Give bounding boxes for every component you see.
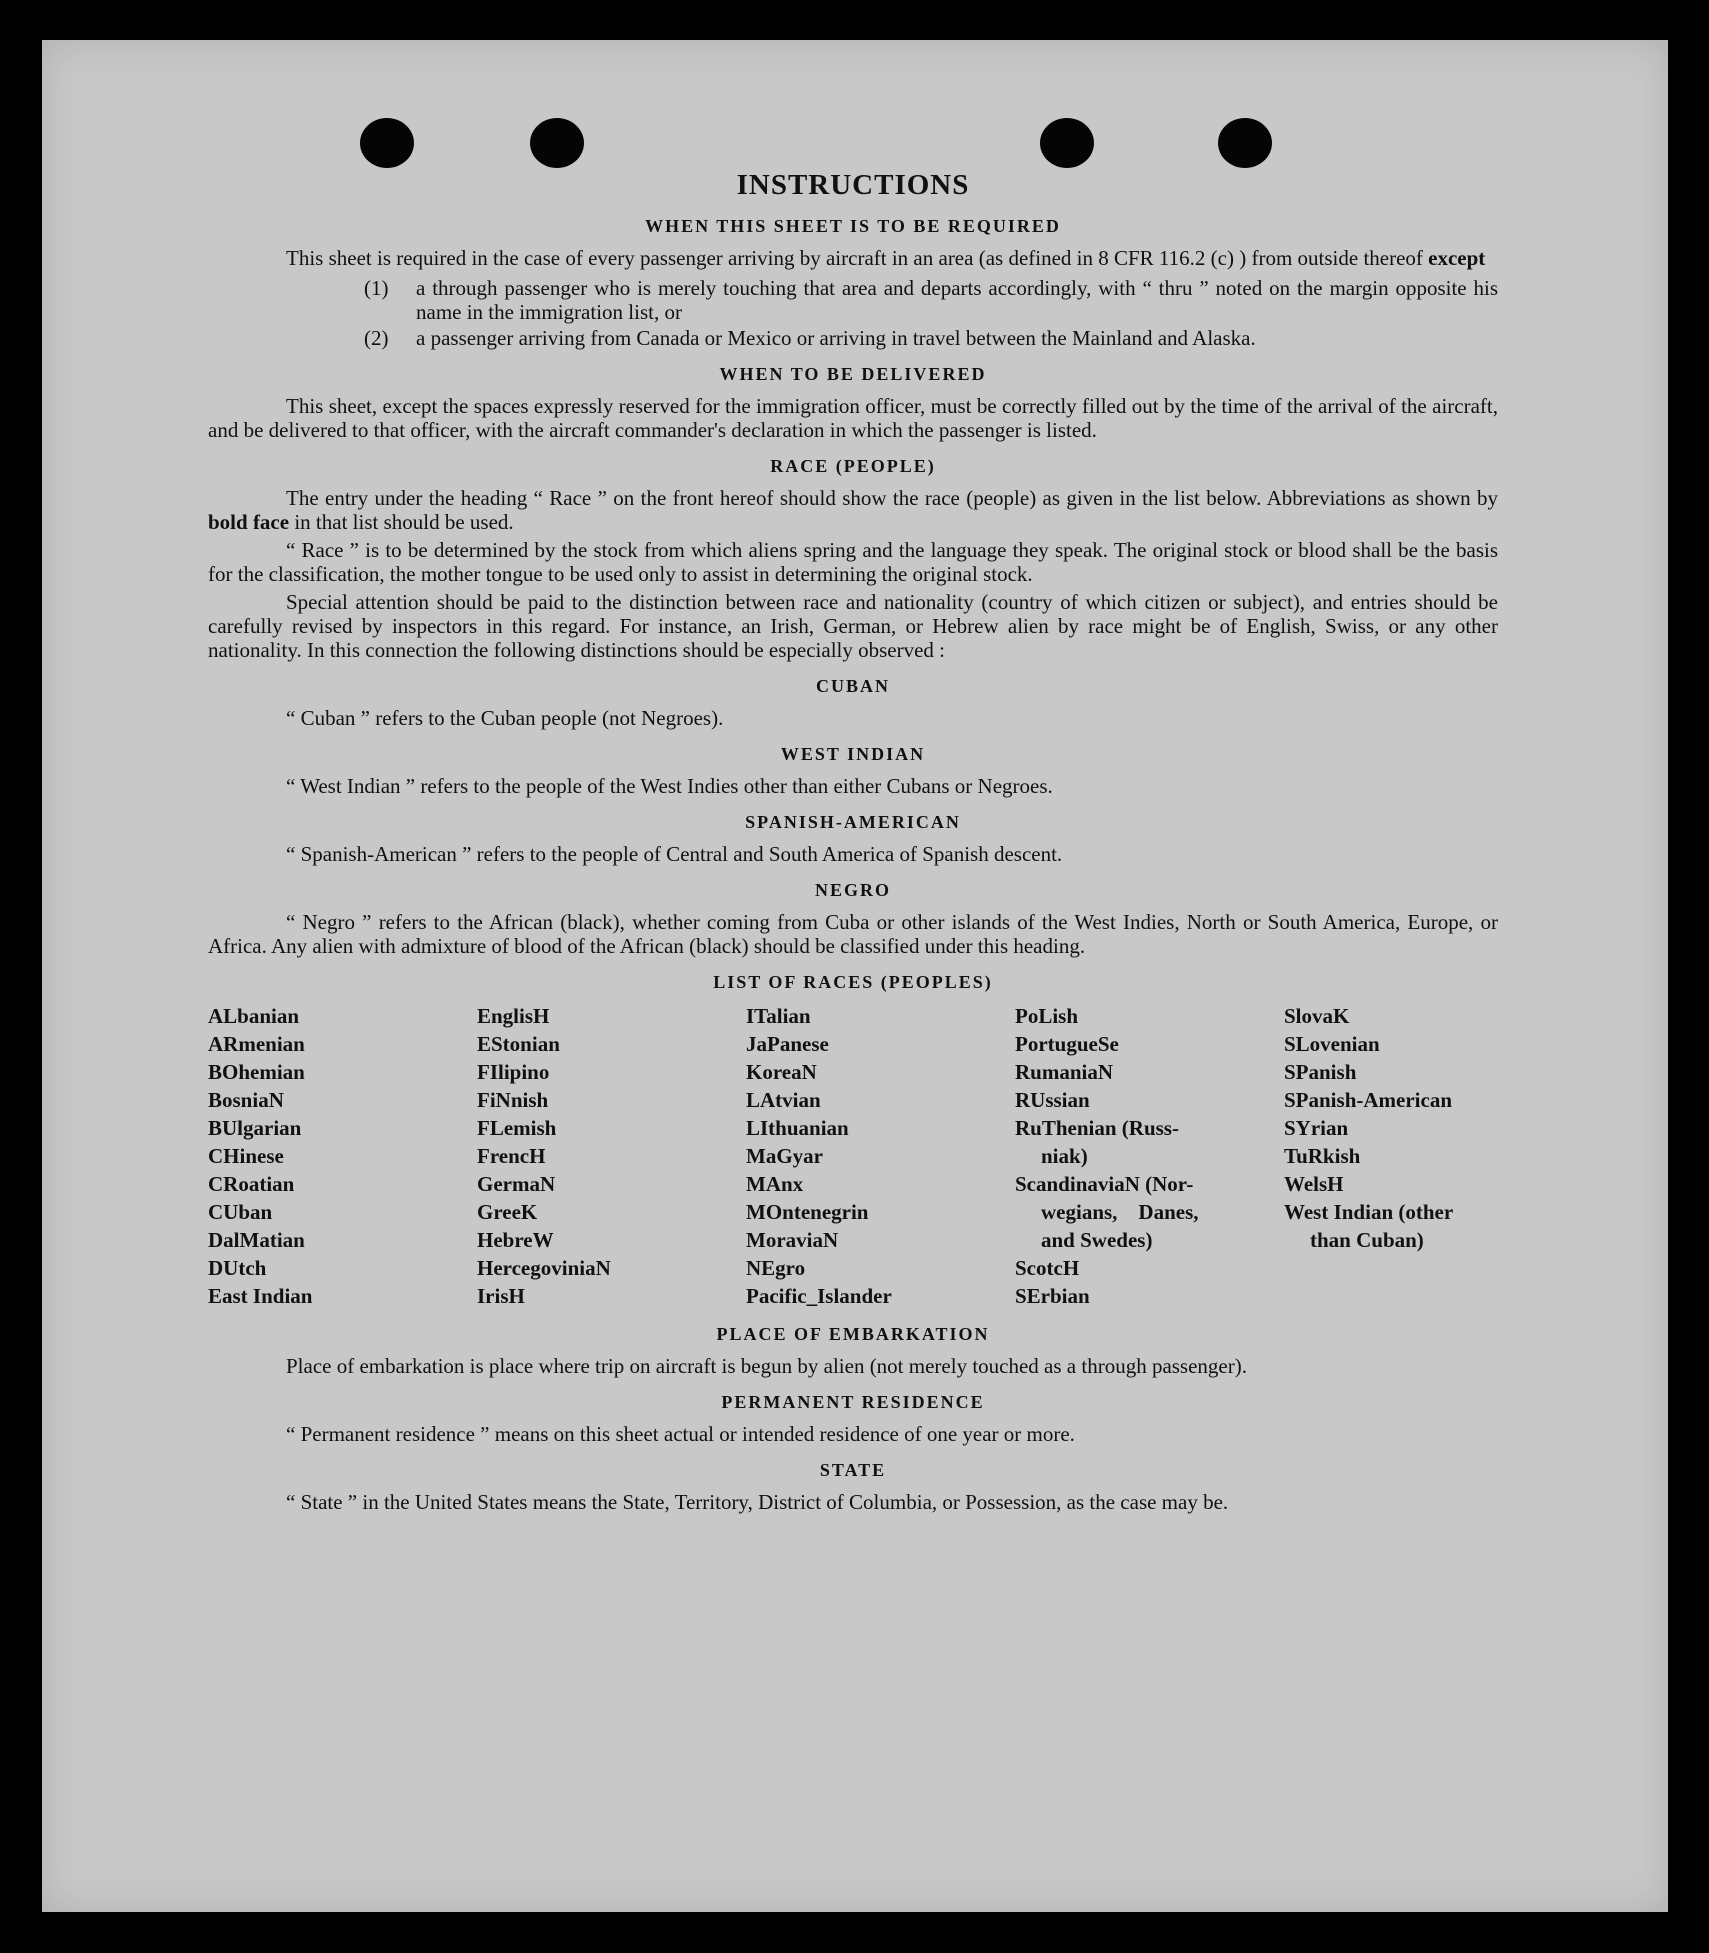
race-entry: GermaN (477, 1172, 556, 1196)
race-paragraph-1 (208, 486, 1498, 534)
race-entry: CHinese (208, 1144, 284, 1168)
race-entry: FLemish (477, 1116, 557, 1140)
race-entry: LAtvian (746, 1088, 821, 1112)
race-entry: SlovaK (1284, 1004, 1350, 1028)
embarkation-text: Place of embarkation is place where trip on aircraft is begun by alien (not merely touched as a through passenger). (286, 1354, 1247, 1378)
required-intro-text: This sheet is required in the case of every passenger arriving by aircraft in an area (as defined in 8 CFR 116.2 (c) ) from outside thereof (286, 246, 1423, 270)
race-entry: NEgro (746, 1256, 806, 1280)
heading-state: STATE (819, 1460, 887, 1480)
heading-permanent-residence: PERMANENT RESIDENCE (721, 1392, 985, 1412)
race-entry: CRoatian (208, 1172, 295, 1196)
race-entry: MoraviaN (746, 1228, 839, 1252)
race-entry: BOhemian (208, 1060, 305, 1084)
race-p1-text-b: in that list should be used. (294, 510, 514, 534)
race-entry-continued: than Cuban) (1310, 1228, 1424, 1252)
required-exceptions-list (208, 276, 1498, 350)
race-entry: FiNnish (477, 1088, 549, 1112)
race-entry: PoLish (1015, 1004, 1079, 1028)
race-entry: PortugueSe (1015, 1032, 1119, 1056)
race-entry: RuThenian (Russ- (1015, 1116, 1179, 1140)
race-entry: West Indian (other (1284, 1200, 1454, 1224)
list-item (208, 326, 1498, 350)
delivered-text: This sheet, except the spaces expressly reserved for the immigration officer, must be correctly filled out by the time of the arrival of the aircraft, and be delivered to that officer, with the aircraft commander's declaration in which the passenger is listed. (208, 394, 1498, 442)
race-entry: SLovenian (1284, 1032, 1380, 1056)
state-text: “ State ” in the United States means the State, Territory, District of Columbia, or Possession, as the case may be. (286, 1490, 1229, 1514)
list-item-text: a passenger arriving from Canada or Mexico or arriving in travel between the Mainland and Alaska. (416, 326, 1256, 350)
race-entry: ALbanian (208, 1004, 300, 1028)
west-indian-text: “ West Indian ” refers to the people of the West Indies other than either Cubans or Negroes. (286, 774, 1053, 798)
races-column (1015, 1002, 1284, 1310)
spanish-american-text: “ Spanish-American ” refers to the people of Central and South America of Spanish descent. (286, 842, 1063, 866)
race-entry: EnglisH (477, 1004, 550, 1028)
residence-text: “ Permanent residence ” means on this sheet actual or intended residence of one year or more. (286, 1422, 1075, 1446)
race-paragraph-2: “ Race ” is to be determined by the stock from which aliens spring and the language they speak. The original stock or blood shall be the basis for the classification, the mother tongue to be used only to assist in determining the original stock. (208, 538, 1498, 586)
race-entry: DUtch (208, 1256, 267, 1280)
race-entry: DalMatian (208, 1228, 305, 1252)
race-entry: IrisH (477, 1284, 525, 1308)
heading-west-indian: WEST INDIAN (780, 744, 926, 764)
required-intro-bold: except (1428, 246, 1486, 270)
races-column (208, 1002, 477, 1310)
race-entry: RumaniaN (1015, 1060, 1114, 1084)
heading-list-of-races: LIST OF RACES (PEOPLES) (713, 972, 993, 992)
race-entry: EStonian (477, 1032, 560, 1056)
heading-embarkation: PLACE OF EMBARKATION (716, 1324, 990, 1344)
heading-when-required: WHEN THIS SHEET IS TO BE REQUIRED (645, 216, 1061, 236)
race-entry: FrencH (477, 1144, 546, 1168)
race-entry: MOntenegrin (746, 1200, 869, 1224)
race-entry: SErbian (1015, 1284, 1090, 1308)
punch-hole (530, 118, 584, 168)
race-entry: SPanish (1284, 1060, 1357, 1084)
race-p1-text-a: The entry under the heading “ Race ” on the front hereof should show the race (people) as given in the list below. Abbreviations as shown by (286, 486, 1498, 510)
race-entry: FIlipino (477, 1060, 550, 1084)
punch-hole (1218, 118, 1272, 168)
race-paragraph-3: Special attention should be paid to the distinction between race and nationality (country of which citizen or subject), and entries should be carefully revised by inspectors in this regard. For instance, an Irish, German, or Hebrew alien by race might be of English, Swiss, or any other nationality. In this connection the following distinctions should be especially observed : (208, 590, 1498, 662)
race-entry: ARmenian (208, 1032, 305, 1056)
races-column (477, 1002, 746, 1310)
heading-race: RACE (PEOPLE) (770, 456, 936, 476)
race-entry: KoreaN (746, 1060, 817, 1084)
race-entry: JaPanese (746, 1032, 829, 1056)
heading-when-delivered: WHEN TO BE DELIVERED (719, 364, 987, 384)
heading-cuban: CUBAN (815, 676, 890, 696)
race-entry: BosniaN (208, 1088, 284, 1112)
heading-negro: NEGRO (814, 880, 891, 900)
heading-spanish-american: SPANISH-AMERICAN (745, 812, 961, 832)
list-item (208, 276, 1498, 324)
list-item-number: (2) (364, 326, 389, 350)
race-entry-continued: and Swedes) (1041, 1228, 1153, 1252)
race-p1-bold: bold face (208, 510, 290, 534)
race-entry-continued: wegians, Danes, (1041, 1200, 1199, 1224)
race-entry: ScandinaviaN (Nor- (1015, 1172, 1194, 1196)
races-column (746, 1002, 1015, 1310)
race-entry: WelsH (1284, 1172, 1344, 1196)
races-list (208, 1002, 1498, 1310)
race-entry: SYrian (1284, 1116, 1349, 1140)
race-entry: TuRkish (1284, 1144, 1361, 1168)
race-entry: MaGyar (746, 1144, 823, 1168)
required-intro (208, 246, 1498, 270)
race-entry: ITalian (746, 1004, 811, 1028)
punch-hole (1040, 118, 1094, 168)
race-entry: HebreW (477, 1228, 554, 1252)
race-entry: GreeK (477, 1200, 538, 1224)
race-entry: LIthuanian (746, 1116, 849, 1140)
race-entry: HercegoviniaN (477, 1256, 611, 1280)
page-title: INSTRUCTIONS (736, 169, 970, 201)
punch-hole (360, 118, 414, 168)
race-entry: RUssian (1015, 1088, 1090, 1112)
races-column (1284, 1002, 1498, 1310)
race-entry: ScotcH (1015, 1256, 1080, 1280)
race-entry: SPanish-American (1284, 1088, 1452, 1112)
cuban-text: “ Cuban ” refers to the Cuban people (not Negroes). (286, 706, 724, 730)
race-entry: Pacific_Islander (746, 1284, 892, 1308)
race-entry: MAnx (746, 1172, 804, 1196)
list-item-number: (1) (364, 276, 389, 300)
race-entry: BUlgarian (208, 1116, 302, 1140)
instructions-content (208, 168, 1498, 1514)
race-entry-continued: niak) (1041, 1144, 1088, 1168)
race-entry: East Indian (208, 1284, 313, 1308)
race-entry: CUban (208, 1200, 273, 1224)
negro-text: “ Negro ” refers to the African (black), whether coming from Cuba or other islands of the West Indies, North or South America, Europe, or Africa. Any alien with admixture of blood of the African (black) should be classified under this heading. (208, 910, 1498, 958)
list-item-text: a through passenger who is merely touching that area and departs accordingly, with “ thru ” noted on the margin opposite his name in the immigration list, or (416, 276, 1498, 324)
